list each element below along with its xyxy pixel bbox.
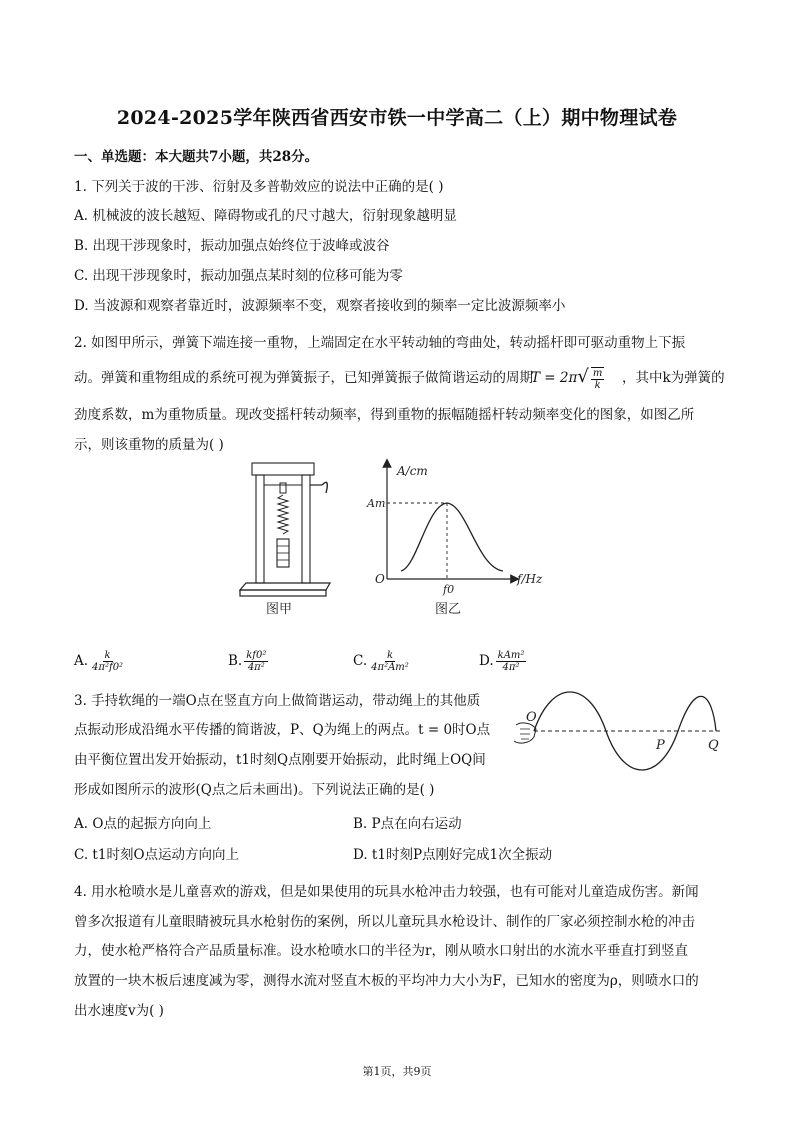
- figure-jia-apparatus: [238, 455, 338, 625]
- q2-line1: 2. 如图甲所示，弹簧下端连接一重物，上端固定在水平转动轴的弯曲处，转动摇杆即可驱动重物上下振: [74, 335, 686, 351]
- point-p-label: P: [656, 738, 665, 753]
- q3-line1: 3. 手持软绳的一端O点在竖直方向上做简谐运动，带动绳上的其他质: [74, 693, 481, 709]
- fingers: [520, 729, 530, 739]
- q2-option-d-label: D.: [479, 653, 494, 669]
- q2-option-c-label: C.: [353, 653, 368, 669]
- q2-option-b: [228, 650, 270, 673]
- f0-label: f0: [443, 583, 455, 596]
- exam-title: 2024-2025学年陕西省西安市铁一中学高二（上）期中物理试卷: [116, 107, 678, 129]
- q4-line4: 放置的一块木板后速度减为零，测得水流对竖直木板的平均冲力大小为F，已知水的密度为ρ，则喷水口的: [74, 973, 699, 989]
- q2-option-c-num: k: [386, 650, 393, 661]
- q3-line3: 由平衡位置出发开始振动，t1时刻Q点刚要开始振动，此时绳上OQ间: [74, 752, 486, 768]
- resonance-curve: [401, 503, 503, 571]
- q2-option-b-frac: [244, 650, 268, 673]
- q4-line2: 曾多次报道有儿童眼睛被玩具水枪射伤的案例，所以儿童玩具水枪设计、制作的厂家必须控制水枪的冲击: [74, 914, 695, 930]
- q1-option-a: A. 机械波的波长越短、障碍物或孔的尺寸越大，衍射现象越明显: [74, 208, 457, 224]
- fig-yi-caption: 图乙: [435, 602, 462, 617]
- q1-option-b: B. 出现干涉现象时，振动加强点始终位于波峰或波谷: [74, 238, 390, 254]
- q3-option-b: B. P点在向右运动: [353, 816, 462, 832]
- sqrt-sign: √: [577, 366, 589, 387]
- q2-option-d-frac: [496, 650, 527, 673]
- q2-option-d-num: kAm²: [497, 650, 525, 661]
- q4-line5: 出水速度v为( ): [74, 1003, 164, 1019]
- formula-den: k: [594, 379, 601, 391]
- formula-num: m: [592, 367, 603, 379]
- hand-icon: [514, 723, 536, 743]
- q3-line2: 点振动形成沿绳水平传播的简谐波，P、Q为绳上的两点。t = 0时O点: [74, 722, 491, 738]
- q3-option-a: A. O点的起振方向向上: [74, 816, 212, 832]
- figure-yi-resonance-chart: [365, 455, 555, 625]
- fig-jia-caption: 图甲: [266, 602, 293, 617]
- q2-option-b-num: kf0²: [246, 650, 267, 661]
- q2-option-b-label: B.: [228, 653, 243, 669]
- formula-lhs: T = 2π: [531, 370, 578, 386]
- q4-line3: 力，使水枪严格符合产品质量标准。设水枪喷水口的半径为r，刚从喷水口射出的水流水平垂直打到竖直: [74, 943, 688, 959]
- q2-line3: 劲度系数，m为重物质量。现改变摇杆转动频率，得到重物的振幅随摇杆转动频率变化的图象，如图乙所: [74, 407, 695, 423]
- section-heading: 一、单选题：本大题共7小题，共28分。: [74, 149, 319, 165]
- origin-label: O: [375, 572, 385, 586]
- q2-option-a: [74, 650, 127, 673]
- q2-option-a-num: k: [104, 650, 111, 661]
- mass-over-k: [591, 367, 604, 391]
- q2-option-a-den: 4π²f0²: [92, 662, 124, 673]
- x-axis-label: f/Hz: [517, 572, 543, 586]
- y-axis-label: A/cm: [397, 464, 428, 478]
- q1-option-d: D. 当波源和观察者靠近时，波源频率不变，观察者接收到的频率一定比波源频率小: [74, 298, 566, 314]
- q3-option-c: C. t1时刻O点运动方向向上: [74, 847, 240, 863]
- period-formula: [531, 366, 606, 391]
- q2-line2b: ，其中k为弹簧的: [622, 370, 725, 386]
- q3-line4: 形成如图所示的波形(Q点之后未画出)。下列说法正确的是( ): [74, 782, 435, 798]
- q2-line4: 示，则该重物的质量为( ): [74, 437, 224, 453]
- q1-option-c: C. 出现干涉现象时，振动加强点某时刻的位移可能为零: [74, 268, 403, 284]
- point-o-label: O: [526, 710, 537, 725]
- q1-stem: 1. 下列关于波的干涉、衍射及多普勒效应的说法中正确的是( ): [74, 179, 444, 195]
- q2-option-c-den: 4π²Am²: [371, 662, 409, 673]
- figure-rope-wave: [512, 685, 732, 775]
- q3-option-d: D. t1时刻P点刚好完成1次全振动: [353, 847, 553, 863]
- point-q-label: Q: [708, 738, 719, 753]
- q2-option-d: [479, 650, 528, 673]
- q2-option-a-frac: [90, 650, 125, 673]
- q4-line1: 4. 用水枪喷水是儿童喜欢的游戏，但是如果使用的玩具水枪冲击力较强，也有可能对儿童造成伤害。新闻: [74, 884, 699, 900]
- q2-option-d-den: 4π²: [502, 662, 520, 673]
- q2-option-c: [353, 650, 413, 673]
- q2-line2a: 动。弹簧和重物组成的系统可视为弹簧振子，已知弹簧振子做简谐运动的周期: [74, 370, 533, 386]
- q2-option-c-frac: [369, 650, 411, 673]
- page-footer: 第1页，共9页: [362, 1065, 432, 1078]
- am-label: Am: [367, 497, 386, 510]
- q2-option-b-den: 4π²: [247, 662, 265, 673]
- q2-option-a-label: A.: [74, 653, 89, 669]
